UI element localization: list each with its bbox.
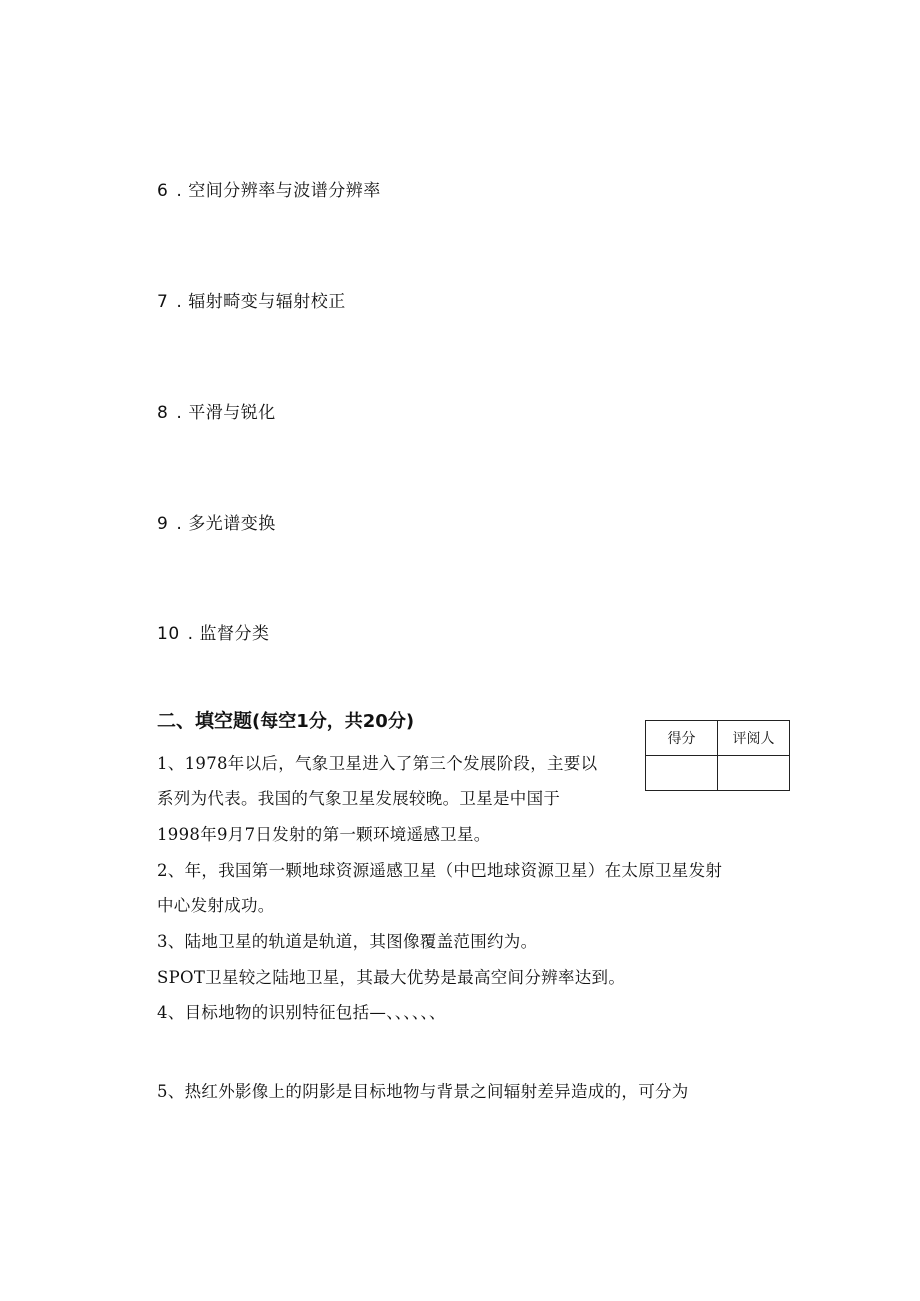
section-title-text: 二、填空题 [157,710,253,732]
term-separator: . [176,514,183,534]
term-item [157,398,276,423]
term-number: 8 [157,403,169,423]
term-text: 多光谱变换 [188,514,276,534]
score-header: 得分 [646,721,718,756]
term-separator: . [176,292,183,312]
question-line: 1998年9月7日发射的第一颗环境遥感卫星。 [157,825,491,844]
term-item [157,619,270,644]
reviewer-header: 评阅人 [718,721,790,756]
question-line: 1、1978年以后，气象卫星进入了第三个发展阶段，主要以 [157,754,598,773]
term-number: 10 [157,624,180,644]
term-text: 监督分类 [199,624,270,644]
section-subtitle: (每空1分，共20分) [252,711,415,732]
term-text: 平滑与锐化 [188,403,276,423]
question-line: 中心发射成功。 [157,896,275,915]
score-table [645,720,790,791]
term-separator: . [176,181,183,201]
term-item [157,509,276,534]
term-text: 辐射畸变与辐射校正 [188,292,346,312]
question-line: 5、热红外影像上的阴影是目标地物与背景之间辐射差异造成的，可分为 [157,1082,689,1101]
question-line: SPOT卫星较之陆地卫星，其最大优势是最高空间分辨率达到。 [157,968,626,987]
section-title [157,706,414,733]
term-number: 6 [157,181,169,201]
reviewer-cell [718,756,790,791]
question-line: 系列为代表。我国的气象卫星发展较晚。卫星是中国于 [157,789,561,808]
term-number: 7 [157,292,169,312]
question-line: 3、陆地卫星的轨道是轨道，其图像覆盖范围约为。 [157,932,538,951]
term-separator: . [176,403,183,423]
term-item [157,176,381,201]
term-item [157,287,346,312]
question-line: 4、目标地物的识别特征包括—、、、、、、 [157,1003,446,1022]
term-text: 空间分辨率与波谱分辨率 [188,181,381,201]
question-line: 2、年，我国第一颗地球资源遥感卫星（中巴地球资源卫星）在太原卫星发射 [157,861,723,880]
score-cell [646,756,718,791]
term-number: 9 [157,514,169,534]
term-separator: . [187,624,194,644]
